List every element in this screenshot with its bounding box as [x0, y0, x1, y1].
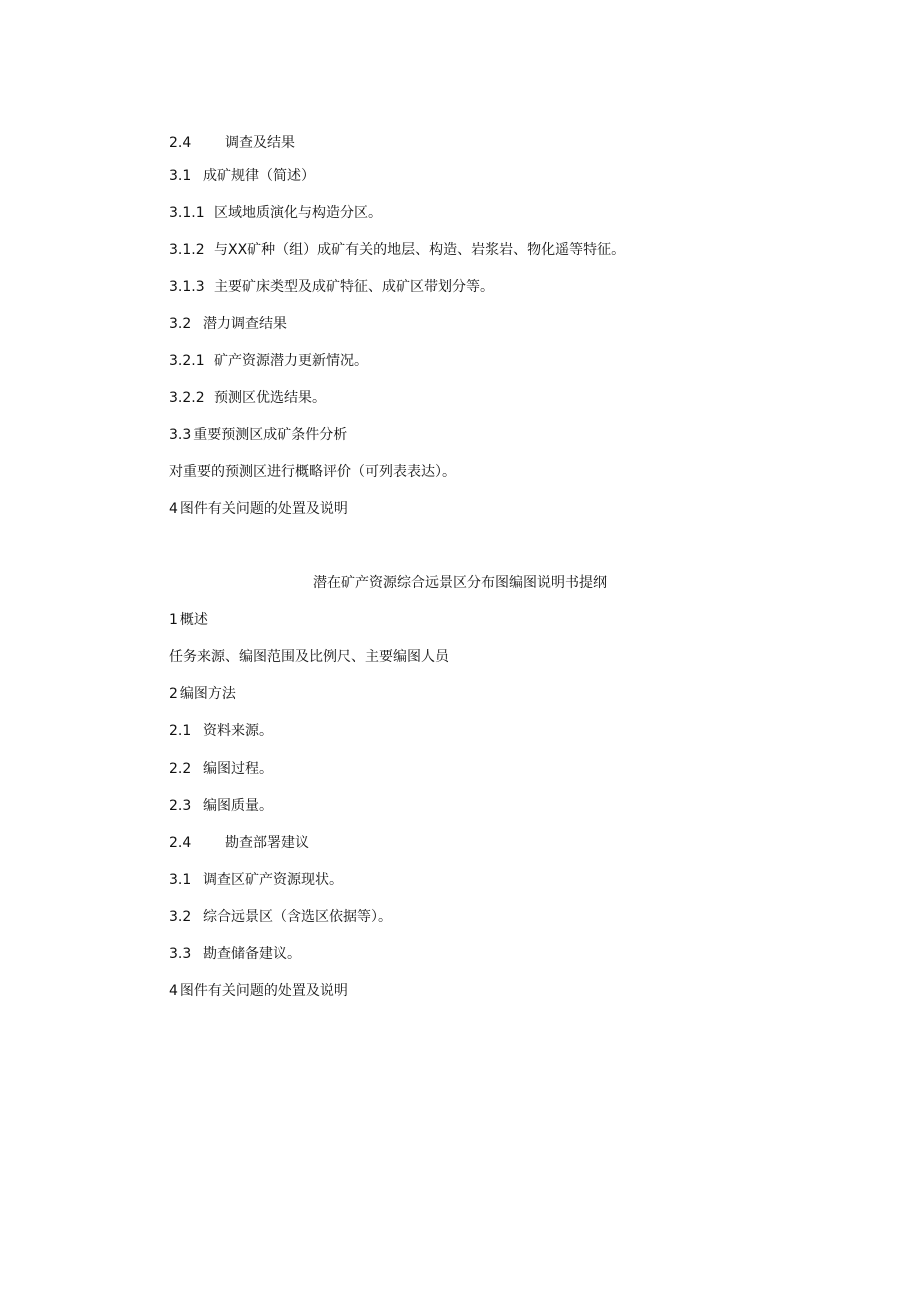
section-number: 2.1 — [169, 723, 192, 739]
section-text: 矿产资源潜力更新情况。 — [214, 353, 368, 369]
section-text: 调查及结果 — [225, 135, 295, 151]
section-text: 重要预测区成矿条件分析 — [193, 427, 348, 443]
heading-1-overview — [169, 611, 208, 629]
section-text: 潜力调查结果 — [203, 316, 287, 332]
heading-3-1-1 — [169, 204, 382, 222]
heading-3-2 — [169, 315, 287, 333]
section-number: 2.4 — [169, 135, 192, 151]
section-text: 调查区矿产资源现状。 — [203, 872, 343, 888]
section-number: 2 — [169, 686, 178, 702]
section-text: 编图方法 — [179, 686, 236, 702]
section-text: 概述 — [179, 612, 208, 628]
section-number: 3.1.3 — [169, 279, 205, 295]
section-number: 3.2 — [169, 316, 192, 332]
section-number: 2.3 — [169, 798, 192, 814]
section-number: 3.1 — [169, 168, 192, 184]
heading-2-4-exploration — [169, 834, 309, 852]
paragraph-text: 任务来源、编图范围及比例尺、主要编图人员 — [169, 649, 449, 665]
section-text: 资料来源。 — [203, 723, 273, 739]
heading-2-1 — [169, 722, 273, 740]
heading-3-3-reserve — [169, 945, 301, 963]
section-text: 编图质量。 — [203, 798, 273, 814]
heading-4-figures — [169, 500, 348, 518]
section-text: 区域地质演化与构造分区。 — [214, 205, 382, 221]
heading-3-1-2 — [169, 241, 625, 259]
section-number: 3.1.2 — [169, 242, 205, 258]
section-number: 3.2 — [169, 909, 192, 925]
section-text: 勘查部署建议 — [225, 835, 309, 851]
heading-4-figures-2 — [169, 982, 348, 1000]
section-number: 3.2.1 — [169, 353, 205, 369]
section-number: 1 — [169, 612, 178, 628]
section-number: 4 — [169, 983, 178, 999]
section-text: 主要矿床类型及成矿特征、成矿区带划分等。 — [214, 279, 494, 295]
heading-3-3 — [169, 426, 347, 444]
heading-3-1 — [169, 167, 315, 185]
heading-3-1-status — [169, 871, 343, 889]
paragraph-text: 对重要的预测区进行概略评价（可列表表达）。 — [169, 464, 456, 480]
section-text: 图件有关问题的处置及说明 — [179, 983, 348, 999]
heading-3-1-3 — [169, 278, 494, 296]
section-text: 编图过程。 — [203, 761, 273, 777]
section-number: 3.3 — [169, 427, 192, 443]
heading-2-method — [169, 685, 236, 703]
section-text: 图件有关问题的处置及说明 — [179, 501, 348, 517]
section-number: 2.2 — [169, 761, 192, 777]
section-number: 4 — [169, 501, 178, 517]
document-title: 潜在矿产资源综合远景区分布图编图说明书提纲 — [313, 575, 607, 591]
section-number: 3.1.1 — [169, 205, 205, 221]
section-number: 3.1 — [169, 872, 192, 888]
section-text: 勘查储备建议。 — [203, 946, 301, 962]
section-text: 成矿规律（简述） — [203, 168, 315, 184]
heading-2-3 — [169, 797, 273, 815]
heading-3-2-prospect — [169, 908, 392, 926]
heading-3-2-1 — [169, 352, 368, 370]
heading-2-2 — [169, 760, 273, 778]
paragraph-task-source — [169, 648, 449, 666]
section-text: 预测区优选结果。 — [214, 390, 326, 406]
heading-2-4-survey-results — [169, 134, 295, 152]
paragraph-evaluation — [169, 463, 456, 481]
section-number: 3.3 — [169, 946, 192, 962]
section-text: 与XX矿种（组）成矿有关的地层、构造、岩浆岩、物化遥等特征。 — [214, 242, 626, 258]
section-number: 2.4 — [169, 835, 192, 851]
section-number: 3.2.2 — [169, 390, 205, 406]
section-text: 综合远景区（含选区依据等）。 — [203, 909, 392, 925]
heading-3-2-2 — [169, 389, 326, 407]
